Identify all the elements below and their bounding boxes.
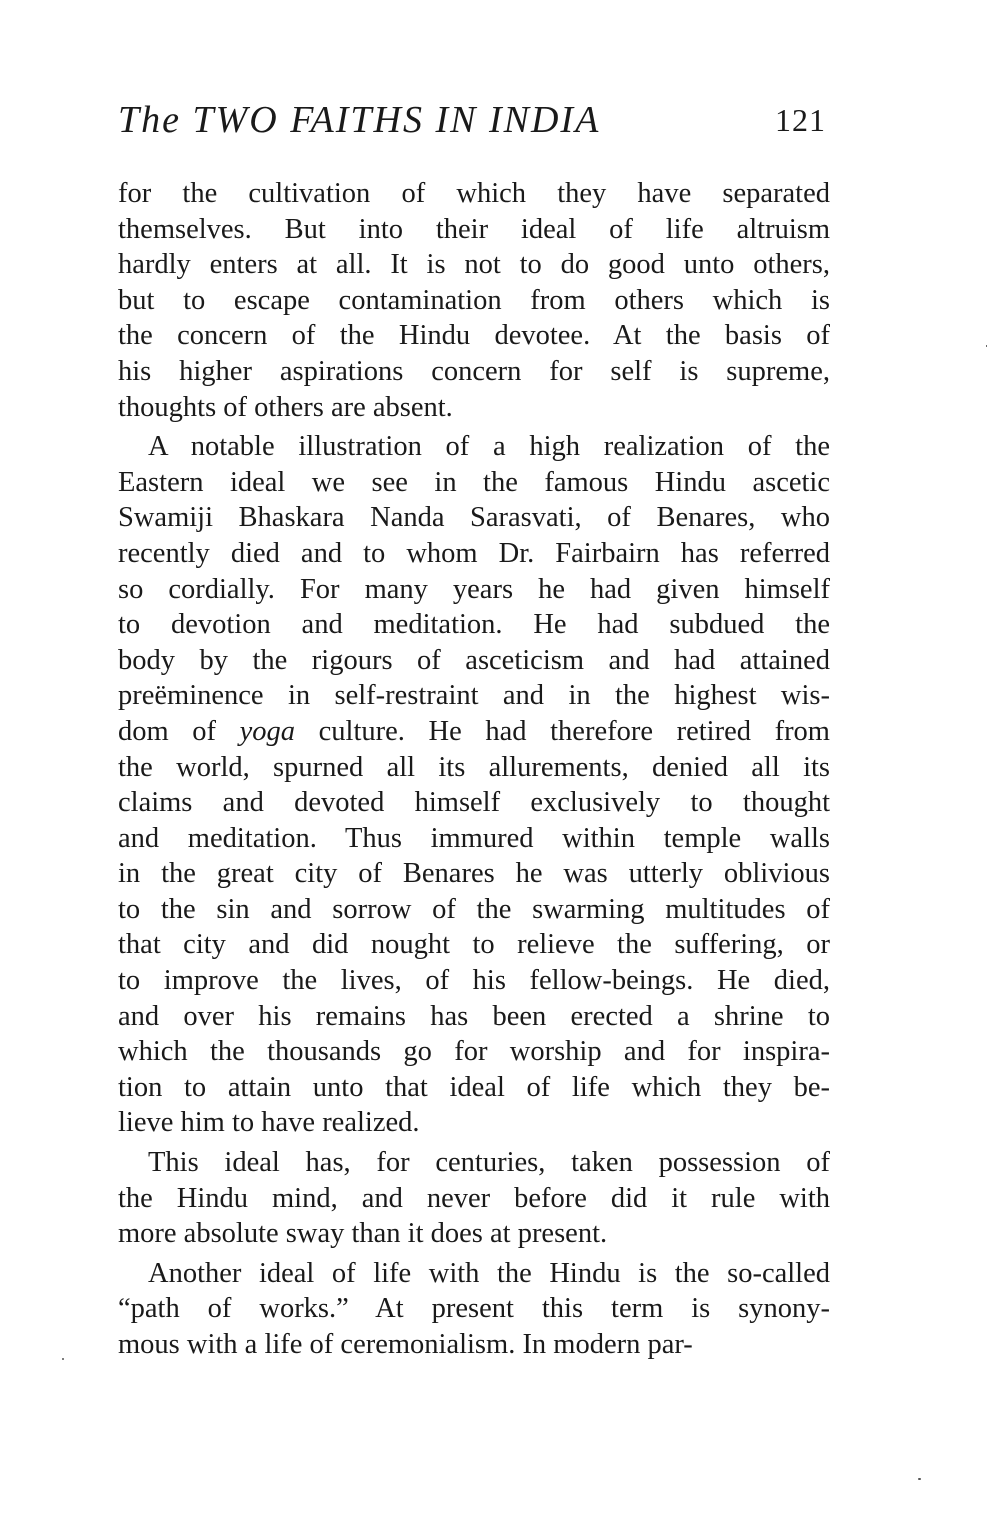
text-segment: dom of	[118, 715, 240, 747]
text-line: more absolute sway than it does at present.	[118, 1218, 608, 1250]
text-line: This ideal has, for centuries, taken possession of	[148, 1147, 830, 1179]
body-text	[118, 176, 830, 1363]
paragraph	[118, 1256, 830, 1363]
paragraph	[118, 176, 830, 425]
text-segment: culture. He had therefore retired from	[295, 715, 830, 747]
text-line: thoughts of others are absent.	[118, 391, 453, 423]
text-line: claims and devoted himself exclusively to thought	[118, 787, 830, 819]
text-line: and over his remains has been erected a shrine to	[118, 1000, 830, 1032]
scan-speck	[986, 345, 987, 347]
text-line: Swamiji Bhaskara Nanda Sarasvati, of Benares, who	[118, 502, 830, 534]
text-line: in the great city of Benares he was utterly oblivious	[118, 858, 830, 890]
text-line: preëminence in self-restraint and in the highest wis-	[118, 680, 830, 712]
scan-speck	[62, 1358, 64, 1360]
text-line: to improve the lives, of his fellow-beings. He died,	[118, 965, 830, 997]
text-line: tion to attain unto that ideal of life which they be-	[118, 1071, 830, 1103]
text-line: themselves. But into their ideal of life altruism	[118, 213, 830, 245]
text-line: his higher aspirations concern for self is supreme,	[118, 355, 830, 387]
paragraph	[118, 429, 830, 1141]
text-line: the concern of the Hindu devotee. At the basis of	[118, 320, 830, 352]
text-line: body by the rigours of asceticism and had attained	[118, 644, 830, 676]
text-line: the world, spurned all its allurements, denied all its	[118, 751, 830, 783]
text-line: recently died and to whom Dr. Fairbairn has referred	[118, 537, 830, 569]
text-line: hardly enters at all. It is not to do good unto others,	[118, 249, 830, 281]
text-line: A notable illustration of a high realization of the	[148, 431, 830, 463]
text-line: that city and did nought to relieve the suffering, or	[118, 929, 830, 961]
text-line: Another ideal of life with the Hindu is the so-called	[148, 1257, 830, 1289]
text-line	[118, 714, 830, 750]
text-line: which the thousands go for worship and for inspira-	[118, 1036, 830, 1068]
text-line: the Hindu mind, and never before did it rule with	[118, 1182, 830, 1214]
paragraph	[118, 1145, 830, 1252]
page-number: 121	[775, 102, 826, 138]
text-line: lieve him to have realized.	[118, 1107, 420, 1139]
text-line: “path of works.” At present this term is synony-	[118, 1293, 830, 1325]
text-line: so cordially. For many years he had given himself	[118, 573, 830, 605]
text-line: for the cultivation of which they have separated	[118, 178, 830, 209]
text-line: to the sin and sorrow of the swarming multitudes of	[118, 893, 830, 925]
text-line: mous with a life of ceremonialism. In modern par-	[118, 1329, 693, 1360]
text-line: to devotion and meditation. He had subdued the	[118, 609, 830, 641]
running-head	[118, 98, 830, 148]
text-line: but to escape contamination from others which is	[118, 284, 830, 316]
scan-speck	[918, 1478, 921, 1480]
italic-term: yoga	[239, 715, 296, 747]
text-line: and meditation. Thus immured within temple walls	[118, 822, 830, 854]
running-title: The TWO FAITHS IN INDIA	[118, 99, 601, 141]
text-line: Eastern ideal we see in the famous Hindu ascetic	[118, 466, 830, 498]
